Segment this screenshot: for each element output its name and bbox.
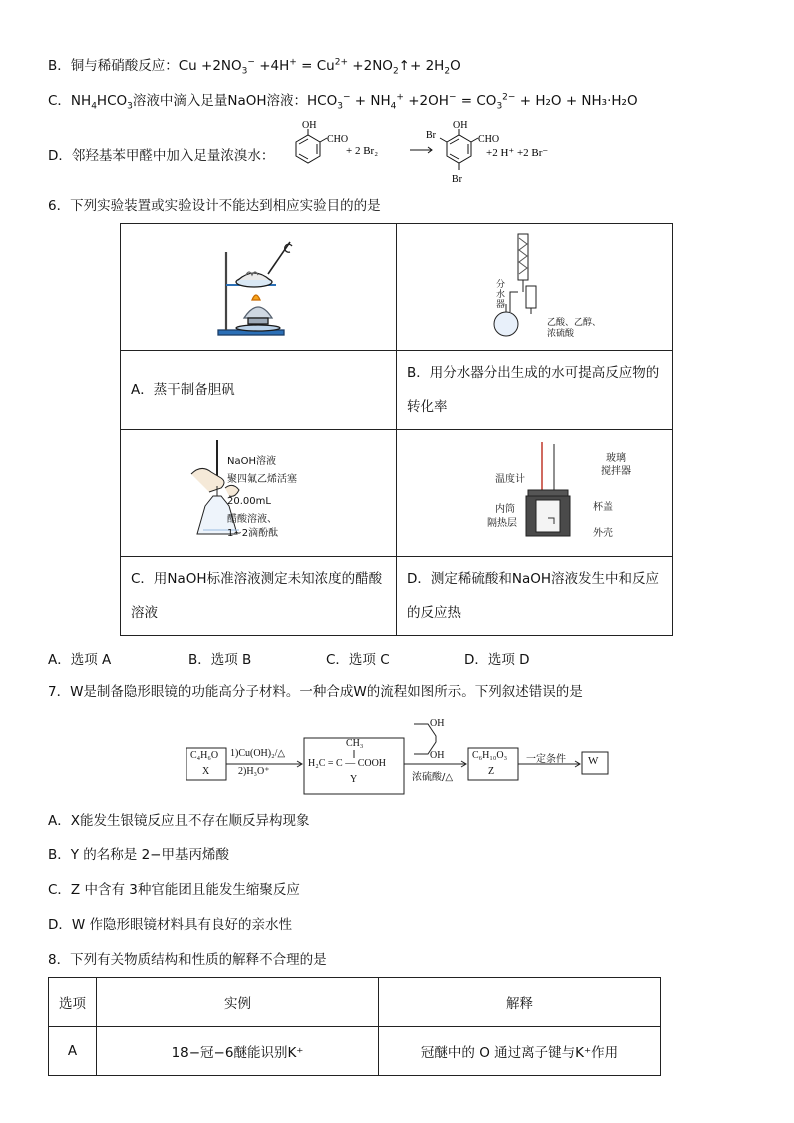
inner-label: 内筒 (495, 504, 515, 515)
diol-oh-bottom: OH (430, 750, 445, 761)
caption-b: B．用分水器分出生成的水可提高反应物的转化率 (397, 351, 673, 430)
reactant-oh-label: OH (302, 120, 317, 131)
cond3-label: 一定条件 (526, 754, 566, 765)
y-label: Y (350, 774, 358, 785)
q6-option-b[interactable]: B．选项 B (188, 652, 252, 668)
question-6-stem: 6．下列实验装置或实验设计不能达到相应实验目的的是 (48, 198, 381, 214)
y-ch3: CH₃ (346, 738, 364, 749)
product-cho-label: CHO (478, 134, 500, 145)
header-option: 选项 (49, 978, 97, 1027)
lid-label: 杯盖 (593, 502, 613, 513)
flask-label: 乙酸、乙醇、 浓硫酸 (547, 318, 602, 339)
evaporation-apparatus-image (204, 230, 314, 340)
br2-reagent: + 2 Br₂ (346, 145, 379, 157)
option-b-equation: B．铜与稀硝酸反应：$Cu +2NO_3^- +4H^+ = Cu^{2+}$ $+2NO_2↑+ 2H_2O$ (48, 57, 461, 77)
ptfe-label: 聚四氟乙烯活塞 (227, 474, 297, 485)
q7-option-c[interactable]: C．Z 中含有 3种官能团且能发生缩聚反应 (48, 882, 300, 898)
option-c-equation: C．$NH_4HCO_3$溶液中滴入足量NaOH溶液：$HCO_3^- + NH_4^+ +2OH^- = CO_3^{2-} + H_2O + NH_3\cdot H_2O$ (48, 92, 638, 112)
product-oh-label: OH (453, 120, 468, 131)
diol-oh-top: OH (430, 718, 445, 729)
naoh-label: NaOH溶液 (227, 456, 276, 467)
cell-a-apparatus (121, 224, 397, 351)
step2-label: 2)H₃O⁺ (238, 766, 270, 777)
question-8-stem: 8．下列有关物质结构和性质的解释不合理的是 (48, 952, 327, 968)
volume-label: 20.00mL (227, 496, 271, 507)
therm-label: 温度计 (495, 474, 525, 485)
header-explanation: 解释 (379, 978, 661, 1027)
stir-label: 玻璃 搅拌器 (601, 453, 631, 477)
question-8-table (48, 977, 661, 1076)
calorimeter-image (522, 440, 582, 540)
row-a-example: 18−冠−6醚能识别K⁺ (97, 1027, 379, 1076)
caption-a: A．蒸干制备胆矾 (121, 351, 397, 430)
z-label: Z (488, 766, 495, 777)
row-a-option: A (49, 1027, 97, 1076)
question-6-options (48, 648, 608, 668)
step1-label: 1)Cu(OH)₂/△ (230, 748, 286, 759)
question-6-table (120, 223, 673, 636)
product-br-bottom: Br (452, 174, 462, 185)
option-d-reaction-structures (282, 120, 602, 190)
q7-synthesis-flowchart (186, 718, 616, 796)
cell-c-apparatus (121, 430, 397, 557)
q7-option-b[interactable]: B．Y 的名称是 2−甲基丙烯酸 (48, 847, 229, 863)
indicator-label: 1~2滴酚酞 (227, 528, 279, 539)
q6-option-d[interactable]: D．选项 D (464, 652, 530, 668)
insul-label: 隔热层 (487, 518, 517, 529)
x-formula: C₄H₆O (190, 750, 219, 761)
q6-option-a[interactable]: A．选项 A (48, 652, 112, 668)
caption-d: D．测定稀硫酸和NaOH溶液发生中和反应的反应热 (397, 557, 673, 636)
products-ions: +2 H⁺ +2 Br⁻ (486, 147, 549, 159)
fsq-label: 分 水 器 (496, 280, 506, 310)
question-7-stem: 7．W是制备隐形眼镜的功能高分子材料。一种合成W的流程如图所示。下列叙述错误的是 (48, 684, 583, 700)
product-br-left: Br (426, 130, 436, 141)
reactant-cho-label: CHO (327, 134, 349, 145)
shell-label: 外壳 (593, 528, 613, 539)
cell-d-apparatus (397, 430, 673, 557)
row-a-explanation: 冠醚中的 O 通过离子键与K⁺作用 (379, 1027, 661, 1076)
w-label: W (588, 755, 599, 767)
q7-option-d[interactable]: D．W 作隐形眼镜材料具有良好的亲水性 (48, 917, 293, 933)
y-main: H₂C = C — COOH (308, 758, 387, 769)
option-d-text: D．邻羟基苯甲醛中加入足量浓溴水： (48, 148, 275, 164)
header-example: 实例 (97, 978, 379, 1027)
x-label: X (202, 766, 210, 777)
acid-label: 醋酸溶液、 (227, 514, 277, 525)
q7-option-a[interactable]: A．X能发生银镜反应且不存在顺反异构现象 (48, 813, 310, 829)
caption-c: C．用NaOH标准溶液测定未知浓度的醋酸溶液 (121, 557, 397, 636)
z-formula: C₆H₁₀O₃ (472, 750, 508, 761)
cell-b-apparatus (397, 224, 673, 351)
q6-option-c[interactable]: C．选项 C (326, 652, 390, 668)
cond2-label: 浓硫酸/△ (412, 772, 454, 783)
